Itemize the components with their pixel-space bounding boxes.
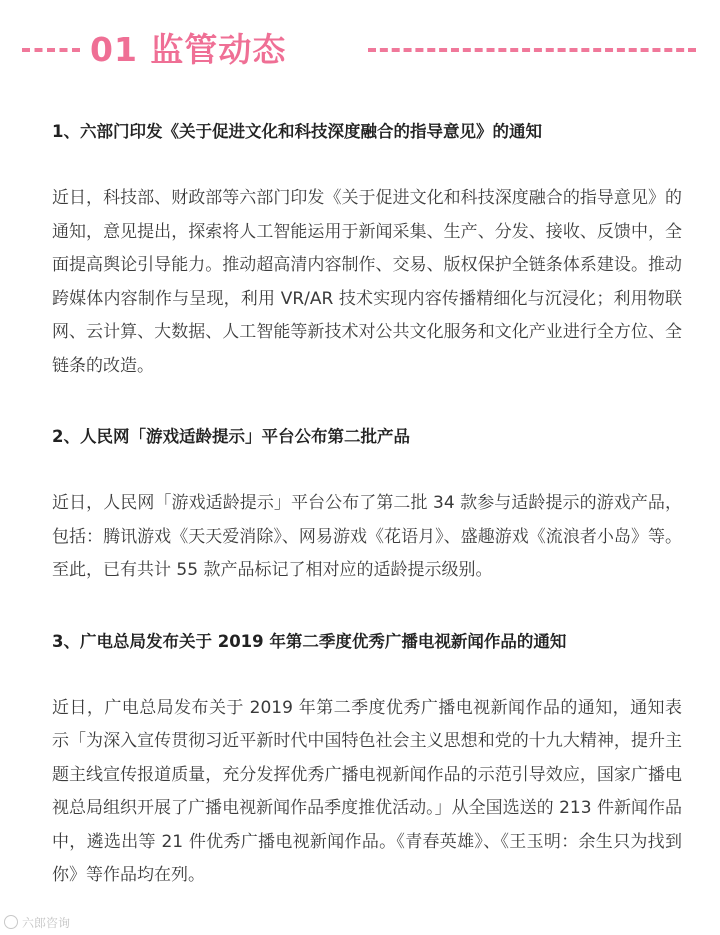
header-dash-left bbox=[22, 48, 80, 52]
news-item-title: 1、六部门印发《关于促进文化和科技深度融合的指导意见》的通知 bbox=[52, 122, 542, 141]
watermark-logo-icon bbox=[4, 915, 18, 929]
section-header bbox=[0, 28, 720, 72]
watermark-text: 六郎咨询 bbox=[22, 916, 71, 930]
news-item-3 bbox=[52, 622, 682, 893]
news-item-2 bbox=[52, 417, 682, 588]
watermark bbox=[4, 914, 70, 931]
news-item-1 bbox=[52, 112, 682, 383]
news-item-body: 近日，科技部、财政部等六部门印发《关于促进文化和科技深度融合的指导意见》的通知，意见提出，探索将人工智能运用于新闻采集、生产、分发、接收、反馈中，全面提高舆论引导能力。推动超高清内容制作、交易、版权保护全链条体系建设。推动跨媒体内容制作与呈现，利用 VR/AR 技术实现内容传播精细化与沉浸化；利用物联网、云计算、大数据、人工智能等新技术对公共文化服务和文化产业进行全方位、全链条的改造。 bbox=[52, 188, 682, 376]
news-item-body: 近日，人民网「游戏适龄提示」平台公布了第二批 34 款参与适龄提示的游戏产品，包括：腾讯游戏《天天爱消除》、网易游戏《花语月》、盛趣游戏《流浪者小岛》等。至此，已有共计 55 款产品标记了相对应的适龄提示级别。 bbox=[52, 493, 682, 580]
header-dash-right bbox=[368, 48, 696, 52]
news-item-title: 3、广电总局发布关于 2019 年第二季度优秀广播电视新闻作品的通知 bbox=[52, 631, 567, 651]
news-item-body: 近日，广电总局发布关于 2019 年第二季度优秀广播电视新闻作品的通知，通知表示「为深入宣传贯彻习近平新时代中国特色社会主义思想和党的十九大精神，提升主题主线宣传报道质量，充分发挥优秀广播电视新闻作品的示范引导效应，国家广播电视总局组织开展了广播电视新闻作品季度推优活动。」从全国选送的 213 件新闻作品中，遴选出等 21 件优秀广播电视新闻作品。《青春英雄》、《王玉明：余生只为找到你》等作品均在列。 bbox=[52, 697, 682, 885]
section-title: 01 监管动态 bbox=[90, 30, 287, 69]
article-content bbox=[52, 112, 682, 927]
news-item-title: 2、人民网「游戏适龄提示」平台公布第二批产品 bbox=[52, 427, 410, 446]
